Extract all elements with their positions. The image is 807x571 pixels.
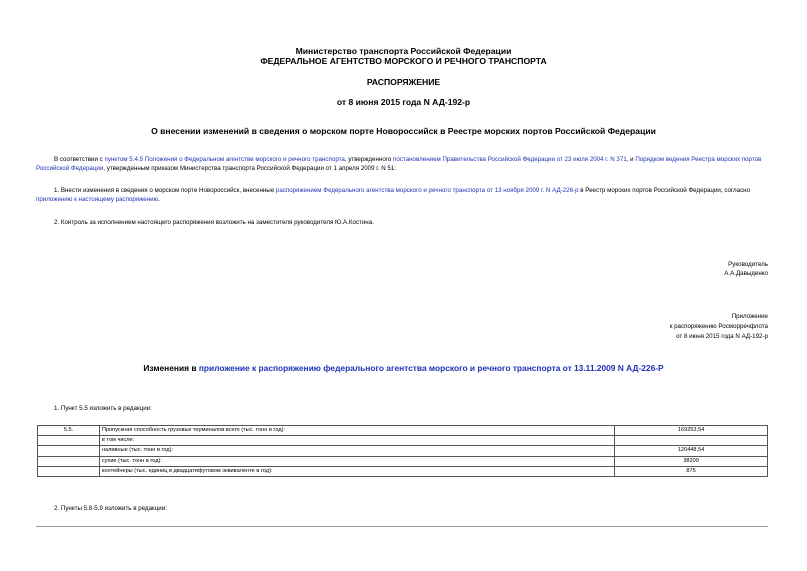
table-cell-num: [38, 456, 100, 466]
preamble-text-4: , утвержденным приказом Министерства транспорта Российской Федерации от 1 апреля 2009 г. N 51:: [103, 165, 397, 173]
table-cell-label: сухие (тыс. тонн в год):: [99, 456, 614, 466]
table-row: [38, 436, 768, 446]
signature-name: А.А.Давыденко: [724, 270, 768, 277]
document-title: О внесении изменений в сведения о морском порте Новороссийск в Реестре морских портов Российской Федерации: [151, 126, 656, 136]
table-cell-label: наливные (тыс. тонн в год):: [99, 446, 614, 456]
appendix-line-1: Приложение: [731, 313, 768, 320]
capacity-table: [37, 425, 768, 477]
item-1-text-1: 1. Внести изменения в сведения о морском порте Новороссийск, внесенные: [54, 187, 276, 194]
link-government-decree[interactable]: постановлением Правительства Российской Федерации от 23 июля 2004 г. N 371: [393, 156, 627, 163]
table-row: [38, 446, 768, 456]
table-cell-label: Пропускная способность грузовых терминалов всего (тыс. тонн в год):: [99, 426, 614, 436]
link-registry-procedure[interactable]: Порядком ведения Реестра морских портов Российской Федерации: [36, 156, 762, 173]
agency-name: ФЕДЕРАЛЬНОЕ АГЕНТСТВО МОРСКОГО И РЕЧНОГО ТРАНСПОРТА: [260, 56, 547, 66]
appendix-line-2: к распоряжению Росморречфлота: [669, 323, 768, 330]
point-1-label: 1. Пункт 5.5 изложить в редакции:: [54, 405, 152, 412]
preamble-paragraph: [36, 155, 772, 174]
preamble-text-3: , и: [626, 156, 636, 163]
table-row: [38, 466, 768, 476]
link-appendix[interactable]: приложению к настоящему распоряжению: [36, 196, 159, 204]
table-cell-value: 120448,54: [615, 446, 768, 456]
signature-role: Руководитель: [728, 261, 768, 268]
table-cell-num: [38, 446, 100, 456]
document-type: РАСПОРЯЖЕНИЕ: [366, 77, 441, 87]
page-divider: [36, 526, 768, 527]
link-changes-appendix[interactable]: приложение к распоряжению федерального агентства морского и речного транспорта от 13.11.2009 N АД-226-Р: [198, 363, 664, 373]
table-row: [38, 426, 768, 436]
changes-heading-prefix: Изменения в: [143, 363, 199, 373]
table-cell-value: 875: [615, 466, 768, 476]
point-2-label: 2. Пункты 5.8-5.9 изложить в редакции:: [54, 505, 167, 512]
item-2-paragraph: 2. Контроль за исполнением настоящего распоряжения возложить на заместителя руководителя Ю.А.Костина.: [54, 219, 374, 226]
table-cell-label: контейнеры (тыс. единиц в двадцатифутовом эквиваленте в год):: [99, 466, 614, 476]
table-cell-num: [38, 466, 100, 476]
table-cell-num: [38, 436, 100, 446]
document-date-number: от 8 июня 2015 года N АД-192-р: [336, 97, 471, 107]
table-cell-label: в том числе:: [99, 436, 614, 446]
table-cell-num: 5.5.: [38, 426, 100, 436]
table-cell-value: 169253,54: [615, 426, 768, 436]
table-cell-value: [615, 436, 768, 446]
item-1-paragraph: [36, 186, 772, 205]
link-order-2009[interactable]: распоряжением Федерального агентства морского и речного транспорта от 13 ноября 2009 г. N АД-226-р: [275, 187, 579, 194]
changes-heading: [0, 363, 807, 373]
preamble-text-2: , утвержденного: [344, 156, 394, 163]
ministry-name: Министерство транспорта Российской Федерации: [295, 46, 512, 56]
item-1-text-3: .: [158, 196, 160, 204]
item-1-text-2: в Реестр морских портов Российской Федерации, согласно: [578, 187, 751, 194]
table-row: [38, 456, 768, 466]
preamble-text-1: В соответствии с: [54, 156, 105, 163]
link-regulation-point[interactable]: пунктом 5.4.5 Положения о Федеральном агентстве морского и речного транспорта: [104, 156, 345, 163]
table-cell-value: 38209: [615, 456, 768, 466]
appendix-line-3: от 8 июня 2015 года N АД-192-р: [676, 333, 768, 340]
